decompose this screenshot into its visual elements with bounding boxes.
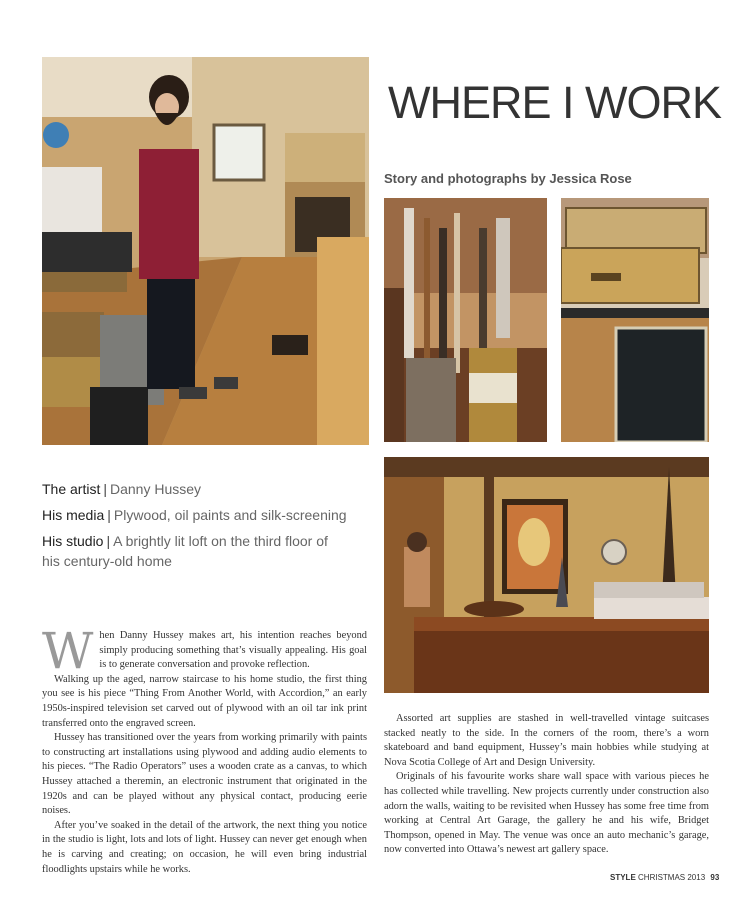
body-column-right bbox=[384, 712, 709, 858]
article-title: WHERE I WORK bbox=[388, 77, 721, 129]
fact-value: Danny Hussey bbox=[110, 481, 202, 497]
fact-value: A brightly lit loft on the third floor of his century-old home bbox=[42, 533, 328, 569]
body-paragraph: Assorted art supplies are stashed in well-travelled vintage suitcases stacked neatly to the side. In the corners of the room, there’s a worn skateboard and band equipment, Hussey’s main hobbies while studying at Nova Scotia College of Art and Design University. bbox=[384, 713, 709, 768]
footer-issue: CHRISTMAS 2013 bbox=[638, 873, 706, 882]
fact-media: His media | Plywood, oil paints and silk-screening bbox=[42, 507, 347, 523]
photo-vintage-suitcases bbox=[561, 198, 709, 442]
photo-art-supplies bbox=[384, 198, 547, 442]
body-paragraph: Originals of his favourite works share wall space with various pieces he has collected while travelling. New projects currently under construction also adorn the walls, waiting to be revisited when Hussey has some free time from working at Central Art Garage, the gallery he and his wife, Bridget Thompson, opened in May. The venue was once an auto mechanic’s garage, now converted into Ottawa’s newest art gallery space. bbox=[384, 771, 709, 856]
body-paragraph: Walking up the aged, narrow staircase to his home studio, the first thing you see is his piece “Thing From Another World, with Accordion,” an early 1950s-inspired television set carved out of plywood with an oil tar ink print transferred onto the engraved screen. bbox=[42, 673, 367, 729]
drop-cap: W bbox=[42, 622, 94, 680]
photo-studio-shelf bbox=[384, 457, 709, 693]
fact-label: The artist bbox=[42, 481, 101, 497]
page-number: 93 bbox=[710, 873, 720, 882]
body-paragraph: Hussey has transitioned over the years from working primarily with paints to constructing art installations using plywood and adding audio elements to his pieces. “The Radio Operators” uses a wooden crate as a canvas, to which Hussey attached a theremin, an electronic instrument that originated in the 1920s and can be played without any physical contact, producing eerie noises. bbox=[42, 732, 367, 817]
article-byline: Story and photographs by Jessica Rose bbox=[384, 171, 632, 186]
fact-value: Plywood, oil paints and silk-screening bbox=[113, 507, 347, 523]
fact-artist: The artist | Danny Hussey bbox=[42, 481, 202, 497]
body-column-left bbox=[42, 622, 367, 877]
body-paragraph: After you’ve soaked in the detail of the artwork, the next thing you notice in the studio is light, lots and lots of light. Hussey can never get enough when he is carving and creating; on occasion, he will even bring industrial floodlights upstairs while he works. bbox=[42, 819, 367, 875]
photo-artist-studio bbox=[42, 57, 369, 445]
body-paragraph: When Danny Hussey makes art, his intention reaches beyond simply producing something that’s visually appealing. His goal is to generate conversation and provoke reflection. bbox=[42, 622, 367, 680]
page-footer bbox=[610, 873, 719, 882]
fact-label: His studio bbox=[42, 533, 104, 549]
fact-label: His media bbox=[42, 507, 105, 523]
fact-studio: His studio | A brightly lit loft on the third floor of his century-old home bbox=[42, 533, 328, 569]
footer-brand: STYLE bbox=[610, 873, 636, 882]
